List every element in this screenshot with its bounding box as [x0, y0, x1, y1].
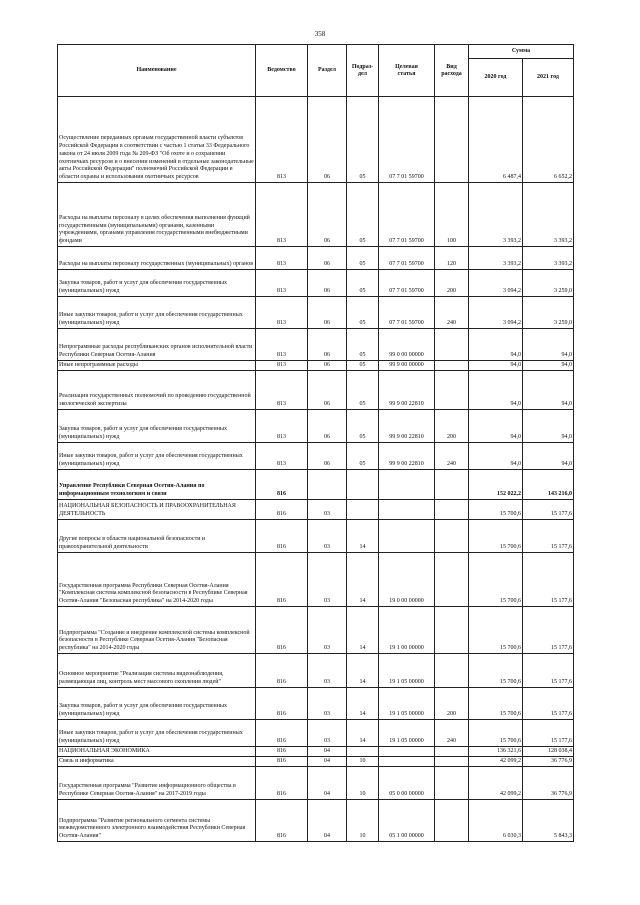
table-row: [58, 410, 574, 443]
cell-sum-2021: 128 038,4: [523, 747, 574, 757]
cell-name: Непрограммные расходы республиканских органов исполнительной власти Республики Северная Осетия-Алания: [58, 329, 256, 361]
cell-expense-type: 200: [435, 270, 469, 297]
cell-expense-type: [435, 553, 469, 607]
cell-expense-type: 240: [435, 297, 469, 329]
cell-target-article: 99 9 00 22810: [379, 443, 435, 470]
cell-dept: 813: [256, 183, 308, 247]
cell-dept: 813: [256, 297, 308, 329]
cell-dept: 816: [256, 720, 308, 747]
cell-section: 03: [308, 720, 347, 747]
cell-section: 06: [308, 183, 347, 247]
cell-target-article: [379, 470, 435, 500]
header-target-article: Целевая статья: [379, 45, 435, 97]
cell-target-article: 05 1 00 00000: [379, 800, 435, 842]
cell-sum-2021: 3 393,2: [523, 183, 574, 247]
table-row: [58, 800, 574, 842]
cell-target-article: 19 1 05 00000: [379, 654, 435, 688]
cell-subsection: [347, 500, 379, 520]
cell-section: 03: [308, 688, 347, 720]
cell-sum-2020: 3 393,2: [469, 247, 523, 270]
cell-sum-2020: 42 099,2: [469, 767, 523, 800]
budget-table: [57, 44, 574, 842]
cell-dept: 816: [256, 470, 308, 500]
cell-dept: 813: [256, 443, 308, 470]
cell-sum-2020: 94,0: [469, 361, 523, 371]
cell-name: Управление Республики Северная Осетия-Алания по информационным технологиям и связи: [58, 470, 256, 500]
cell-sum-2020: 15 700,6: [469, 520, 523, 553]
header-department: Ведомство: [256, 45, 308, 97]
cell-name: Основное мероприятие "Реализация системы видеонаблюдения, размещающая лиц, контроль мест массового скопления людей": [58, 654, 256, 688]
cell-sum-2021: 36 776,9: [523, 767, 574, 800]
cell-expense-type: [435, 329, 469, 361]
cell-name: Другие вопросы в области национальной безопасности и правоохранительной деятельности: [58, 520, 256, 553]
cell-section: 03: [308, 553, 347, 607]
cell-section: 06: [308, 297, 347, 329]
cell-sum-2020: 3 094,2: [469, 270, 523, 297]
cell-sum-2020: 3 094,2: [469, 297, 523, 329]
table-row: [58, 747, 574, 757]
cell-sum-2020: 15 700,6: [469, 553, 523, 607]
cell-name: Осуществление переданных органам государственной власти субъектов Российской Федерации в соответствии с частью 1 статьи 33 Федерального закона от 24 июля 2009 года № 209-ФЗ "Об охоте и о сохранении охотничьих ресурсов и о внесении изменений в отдельные законодательные акты Российской Федерации" полномочий Российской Федерации в области охраны и использования охотничьих ресурсов: [58, 97, 256, 183]
cell-expense-type: [435, 747, 469, 757]
cell-target-article: 99 9 00 22810: [379, 410, 435, 443]
cell-name: Иные непрограммные расходы: [58, 361, 256, 371]
cell-target-article: [379, 757, 435, 767]
cell-expense-type: 200: [435, 410, 469, 443]
cell-expense-type: 100: [435, 183, 469, 247]
cell-subsection: 14: [347, 520, 379, 553]
page-number: 358: [314, 30, 326, 38]
cell-sum-2020: 136 321,6: [469, 747, 523, 757]
cell-dept: 813: [256, 247, 308, 270]
cell-target-article: 19 1 00 00000: [379, 607, 435, 654]
cell-sum-2021: 5 843,3: [523, 800, 574, 842]
cell-sum-2021: 143 216,0: [523, 470, 574, 500]
table-row: [58, 757, 574, 767]
cell-name: Иные закупки товаров, работ и услуг для обеспечения государственных (муниципальных) нужд: [58, 720, 256, 747]
cell-name: Расходы на выплаты персоналу в целях обеспечения выполнения функций государственными (муниципальными) органами, казенными учреждениями, органами управления государственными внебюджетными фондами: [58, 183, 256, 247]
cell-sum-2021: 3 259,0: [523, 270, 574, 297]
table-row: [58, 443, 574, 470]
cell-section: 06: [308, 361, 347, 371]
cell-sum-2020: 6 487,4: [469, 97, 523, 183]
cell-expense-type: [435, 470, 469, 500]
cell-sum-2020: 15 700,6: [469, 607, 523, 654]
cell-sum-2021: 15 177,6: [523, 720, 574, 747]
header-expense-type: Вид расхода: [435, 45, 469, 97]
cell-name: Закупка товаров, работ и услуг для обеспечения государственных (муниципальных) нужд: [58, 410, 256, 443]
cell-dept: 813: [256, 371, 308, 410]
cell-sum-2021: 94,0: [523, 410, 574, 443]
cell-name: Подпрограмма "Развитие регионального сегмента системы межведомственного электронного взаимодействия Республики Северная Осетия-Алания": [58, 800, 256, 842]
cell-sum-2021: 94,0: [523, 443, 574, 470]
header-section: Раздел: [308, 45, 347, 97]
table-row: [58, 270, 574, 297]
cell-dept: 813: [256, 270, 308, 297]
cell-sum-2021: 15 177,6: [523, 654, 574, 688]
cell-name: Иные закупки товаров, работ и услуг для обеспечения государственных (муниципальных) нужд: [58, 443, 256, 470]
cell-target-article: 07 7 01 59700: [379, 247, 435, 270]
cell-subsection: 14: [347, 607, 379, 654]
header-year-2021: 2021 год: [523, 59, 574, 97]
cell-sum-2020: 94,0: [469, 329, 523, 361]
cell-section: 04: [308, 747, 347, 757]
cell-subsection: 14: [347, 720, 379, 747]
cell-sum-2021: 36 776,9: [523, 757, 574, 767]
cell-target-article: 19 0 00 00000: [379, 553, 435, 607]
cell-target-article: 07 7 01 59700: [379, 97, 435, 183]
cell-expense-type: [435, 767, 469, 800]
cell-expense-type: [435, 97, 469, 183]
cell-subsection: 05: [347, 297, 379, 329]
cell-name: Закупка товаров, работ и услуг для обеспечения государственных (муниципальных) нужд: [58, 688, 256, 720]
cell-sum-2020: 15 700,6: [469, 688, 523, 720]
table-row: [58, 297, 574, 329]
cell-subsection: 05: [347, 410, 379, 443]
cell-section: 06: [308, 443, 347, 470]
cell-sum-2021: 3 393,2: [523, 247, 574, 270]
cell-expense-type: [435, 500, 469, 520]
cell-section: 03: [308, 500, 347, 520]
table-row: [58, 720, 574, 747]
cell-dept: 816: [256, 607, 308, 654]
cell-subsection: [347, 747, 379, 757]
cell-expense-type: [435, 800, 469, 842]
cell-subsection: 10: [347, 767, 379, 800]
cell-target-article: [379, 747, 435, 757]
cell-subsection: 05: [347, 361, 379, 371]
cell-name: Государственная программа "Развитие информационного общества в Республике Северная Осетия-Алания" на 2017-2019 годы: [58, 767, 256, 800]
cell-subsection: 05: [347, 270, 379, 297]
table-row: [58, 553, 574, 607]
cell-dept: 813: [256, 97, 308, 183]
cell-subsection: 10: [347, 800, 379, 842]
cell-expense-type: 240: [435, 443, 469, 470]
cell-sum-2021: 15 177,6: [523, 500, 574, 520]
cell-dept: 816: [256, 767, 308, 800]
header-name: Наименование: [58, 45, 256, 97]
cell-section: 03: [308, 520, 347, 553]
cell-section: [308, 470, 347, 500]
cell-dept: 813: [256, 329, 308, 361]
cell-expense-type: [435, 371, 469, 410]
cell-sum-2020: 6 030,3: [469, 800, 523, 842]
cell-dept: 816: [256, 553, 308, 607]
cell-target-article: 19 1 05 00000: [379, 688, 435, 720]
cell-section: 06: [308, 371, 347, 410]
cell-sum-2020: 94,0: [469, 443, 523, 470]
cell-target-article: [379, 520, 435, 553]
cell-expense-type: [435, 520, 469, 553]
cell-sum-2020: 152 022,2: [469, 470, 523, 500]
table-row: [58, 688, 574, 720]
cell-dept: 813: [256, 410, 308, 443]
cell-name: НАЦИОНАЛЬНАЯ ЭКОНОМИКА: [58, 747, 256, 757]
cell-section: 04: [308, 757, 347, 767]
cell-sum-2020: 3 393,2: [469, 183, 523, 247]
cell-sum-2020: 15 700,6: [469, 720, 523, 747]
cell-expense-type: [435, 607, 469, 654]
cell-section: 06: [308, 329, 347, 361]
cell-name: Иные закупки товаров, работ и услуг для обеспечения государственных (муниципальных) нужд: [58, 297, 256, 329]
table-row: [58, 329, 574, 361]
cell-expense-type: [435, 361, 469, 371]
cell-expense-type: 200: [435, 688, 469, 720]
table-row: [58, 371, 574, 410]
cell-subsection: 05: [347, 183, 379, 247]
cell-sum-2021: 15 177,6: [523, 688, 574, 720]
cell-subsection: 10: [347, 757, 379, 767]
table-body: [58, 97, 574, 842]
cell-sum-2021: 15 177,6: [523, 607, 574, 654]
header-year-2020: 2020 год: [469, 59, 523, 97]
cell-target-article: 99 0 00 00000: [379, 329, 435, 361]
cell-subsection: 05: [347, 247, 379, 270]
table-row: [58, 361, 574, 371]
cell-target-article: 07 7 01 59700: [379, 270, 435, 297]
table-row: [58, 470, 574, 500]
cell-section: 03: [308, 654, 347, 688]
cell-subsection: 05: [347, 443, 379, 470]
cell-sum-2020: 15 700,6: [469, 500, 523, 520]
table-row: [58, 247, 574, 270]
cell-dept: 816: [256, 520, 308, 553]
cell-sum-2021: 94,0: [523, 371, 574, 410]
table-header: [58, 45, 574, 97]
cell-subsection: 14: [347, 553, 379, 607]
table-row: [58, 654, 574, 688]
cell-name: НАЦИОНАЛЬНАЯ БЕЗОПАСНОСТЬ И ПРАВООХРАНИТЕЛЬНАЯ ДЕЯТЕЛЬНОСТЬ: [58, 500, 256, 520]
cell-sum-2021: 3 259,0: [523, 297, 574, 329]
table-row: [58, 607, 574, 654]
cell-sum-2020: 15 700,6: [469, 654, 523, 688]
cell-dept: 816: [256, 500, 308, 520]
cell-expense-type: [435, 654, 469, 688]
cell-dept: 816: [256, 688, 308, 720]
cell-section: 06: [308, 270, 347, 297]
table-row: [58, 97, 574, 183]
cell-section: 04: [308, 767, 347, 800]
cell-subsection: 05: [347, 329, 379, 361]
cell-sum-2021: 15 177,6: [523, 553, 574, 607]
cell-name: Подпрограмма "Создание и внедрение комплексной системы комплексной безопасности в Республике Северная Осетия-Алания "Безопасная республика" на 2014-2020 годы: [58, 607, 256, 654]
cell-target-article: 99 9 00 22810: [379, 371, 435, 410]
cell-subsection: 05: [347, 97, 379, 183]
cell-sum-2021: 15 177,6: [523, 520, 574, 553]
cell-target-article: [379, 500, 435, 520]
cell-sum-2020: 42 099,2: [469, 757, 523, 767]
cell-dept: 816: [256, 800, 308, 842]
header-sum: Сумма: [469, 45, 574, 59]
cell-subsection: 14: [347, 688, 379, 720]
cell-sum-2020: 94,0: [469, 371, 523, 410]
cell-sum-2021: 94,0: [523, 361, 574, 371]
cell-subsection: [347, 470, 379, 500]
cell-section: 03: [308, 607, 347, 654]
table-row: [58, 500, 574, 520]
cell-subsection: 05: [347, 371, 379, 410]
cell-sum-2020: 94,0: [469, 410, 523, 443]
header-subsection: Подраз- дел: [347, 45, 379, 97]
cell-sum-2021: 94,0: [523, 329, 574, 361]
cell-target-article: 07 7 01 59700: [379, 297, 435, 329]
cell-sum-2021: 6 652,2: [523, 97, 574, 183]
cell-name: Закупка товаров, работ и услуг для обеспечения государственных (муниципальных) нужд: [58, 270, 256, 297]
cell-dept: 816: [256, 747, 308, 757]
cell-target-article: 07 7 01 59700: [379, 183, 435, 247]
cell-dept: 816: [256, 757, 308, 767]
cell-expense-type: 240: [435, 720, 469, 747]
cell-target-article: 19 1 05 00000: [379, 720, 435, 747]
cell-name: Реализация государственных полномочий по проведению государственной экологической экспертизы: [58, 371, 256, 410]
cell-target-article: 05 0 00 00000: [379, 767, 435, 800]
cell-target-article: 99 9 00 00000: [379, 361, 435, 371]
cell-section: 04: [308, 800, 347, 842]
table-row: [58, 520, 574, 553]
cell-subsection: 14: [347, 654, 379, 688]
cell-dept: 816: [256, 654, 308, 688]
table-row: [58, 767, 574, 800]
cell-name: Государственная программа Республики Северная Осетия-Алания "Комплексная система комплексной безопасности в Республике Северная Осетия-Алания "Безопасная республика" на 2014-2020 годы: [58, 553, 256, 607]
cell-expense-type: [435, 757, 469, 767]
cell-expense-type: 120: [435, 247, 469, 270]
cell-dept: 813: [256, 361, 308, 371]
table-row: [58, 183, 574, 247]
cell-name: Расходы на выплаты персоналу государственных (муниципальных) органов: [58, 247, 256, 270]
cell-section: 06: [308, 247, 347, 270]
cell-section: 06: [308, 97, 347, 183]
cell-section: 06: [308, 410, 347, 443]
cell-name: Связь и информатика: [58, 757, 256, 767]
